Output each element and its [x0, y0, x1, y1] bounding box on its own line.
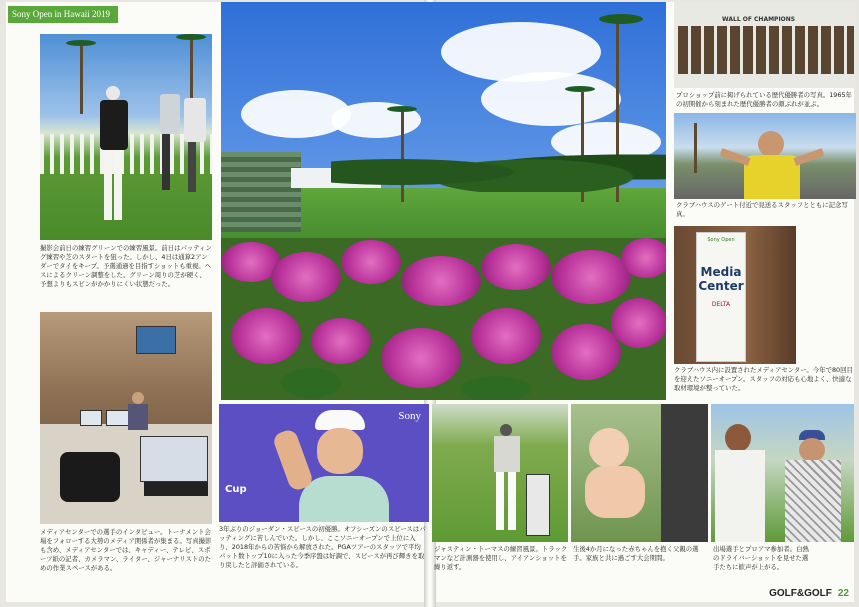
palm-frond: [387, 106, 417, 112]
banner-sponsor-top: Sony Open: [707, 237, 735, 243]
caption-practice-range: ジャスティン・トーマスの練習風景。トラックマンなど計測器を使用し、アイアンショットを繰り返す。: [434, 545, 568, 571]
flower-cluster: [611, 298, 666, 348]
flower-cluster: [381, 328, 461, 388]
keyboard: [144, 482, 208, 496]
player-interview-photo: [219, 404, 429, 522]
flower-cluster: [551, 324, 621, 380]
foliage: [281, 368, 341, 398]
staff-member: [738, 131, 808, 199]
flower-cluster: [271, 252, 341, 302]
flower-cluster: [551, 250, 631, 304]
caption-media-room: メディアセンターでの選手のインタビュー。トーナメント会場をフォローする大勢のメディア関係者が集まる。写真撮影も含め、メディアセンターでは、キャディー、テレビ、スポーツ紙の記者、カメラマン、ライター、ジャーナリストのための作業スペースがある。: [40, 528, 212, 572]
flower-cluster: [401, 256, 481, 306]
wall-tv-screen: [136, 326, 176, 354]
sony-cup-text: Cup: [225, 484, 247, 495]
grandstand: [221, 152, 301, 232]
champion-photo-grid: [678, 26, 854, 74]
pro-am-photo: [711, 404, 854, 542]
flower-cluster: [471, 308, 541, 364]
palm-frond: [176, 34, 206, 40]
parent-shirt: [661, 404, 708, 542]
spectator-group: [158, 94, 212, 194]
office-chair: [60, 452, 120, 502]
media-center-banner: [696, 232, 746, 362]
flower-cluster: [311, 318, 371, 364]
wall-of-champions-photo: [674, 2, 856, 88]
palm-tree: [694, 123, 697, 173]
caption-baby: 生後4か月になった赤ちゃんを抱く父親の選手。家族と共に過ごす大会期間。: [573, 545, 699, 562]
caption-putting-green: 撮影会前日の練習グリーンでの練習風景。前日はパッティング練習や芝のスタートを狙った。しかし、4日は通算2アンダーでタイをキープ。予選通過を目指すショットも重視。ヘスによるクリーン調整をした。グリーン周りの芝が硬く、予想よりもスピンがかかりにくい状態だった。: [40, 244, 212, 288]
media-center-sign-photo: [674, 226, 796, 364]
player-right: [785, 430, 845, 542]
cloud: [481, 72, 621, 126]
putting-green-photo: [40, 34, 212, 240]
sony-banner-text: Sony: [398, 410, 421, 422]
staff-gate-photo: [674, 113, 856, 199]
event-title-tag: Sony Open in Hawaii 2019: [8, 6, 118, 23]
palm-tree: [80, 44, 83, 114]
laptop: [80, 410, 102, 426]
golfer-practice: [494, 424, 520, 534]
caption-player-interview: 3年ぶりのジョーダン・スピースの初優勝。オフシーズンのスピースはパッティングに苦しんでいた。しかし、ここソニーオープンで上位に入り、2018年からの苦悩から解放された。PGAツアーのスタッツで平均パット数トップ10に入った今季序盤は好調で、スピースが再び輝きを取り戻したと評価されている。: [219, 525, 426, 569]
magazine-name: GOLF&GOLF: [769, 588, 832, 599]
foliage: [461, 376, 531, 400]
wall-sign: WALL OF CHAMPIONS: [722, 16, 796, 23]
flower-cluster: [231, 308, 301, 364]
golfer-putting: [98, 86, 128, 226]
flower-cluster: [341, 240, 401, 284]
player-with-cap: [299, 410, 389, 522]
journalist: [128, 392, 148, 432]
palm-frond: [565, 86, 595, 92]
flower-cluster: [621, 238, 666, 278]
caption-staff-gate: クラブハウスのゲート付近で見送るスタッフとともに記念写真。: [676, 201, 848, 218]
laptop-large: [140, 436, 208, 482]
course-bougainvillea-photo: [221, 2, 666, 400]
media-room-photo: [40, 312, 212, 524]
flower-cluster: [481, 244, 551, 290]
player-left: [715, 424, 771, 542]
banner-center-text: Center: [698, 279, 744, 293]
bougainvillea-bed: [221, 238, 666, 400]
palm-frond: [66, 40, 96, 46]
caption-wall-of-champions: プロショップ前に掲げられている歴代優勝者の写真。1965年の初開催から刻まれた歴代優勝者の顔ぶれが並ぶ。: [676, 91, 852, 108]
baby: [585, 428, 649, 528]
page-folio: [769, 588, 849, 599]
baby-photo: [571, 404, 708, 542]
page-number: 22: [837, 588, 849, 599]
banner-media-text: Media: [700, 265, 742, 279]
tree-line: [331, 142, 666, 192]
caption-pro-am: 出場選手とプロアマ参加者。白熱のドライバーショットを見せた選手たちに歓声が上がる。: [713, 545, 809, 571]
banner-sponsor-bottom: DELTA: [711, 301, 731, 308]
palm-frond: [599, 14, 643, 24]
laptop: [106, 410, 130, 426]
caption-media-center: クラブハウス内に設置されたメディアセンター。今年で80回目を迎えたソニーオープン。スタッフの対応も心地よく、快適な取材環境が整っていた。: [674, 366, 853, 392]
golf-bag: [526, 474, 550, 536]
practice-range-photo: [432, 404, 568, 542]
